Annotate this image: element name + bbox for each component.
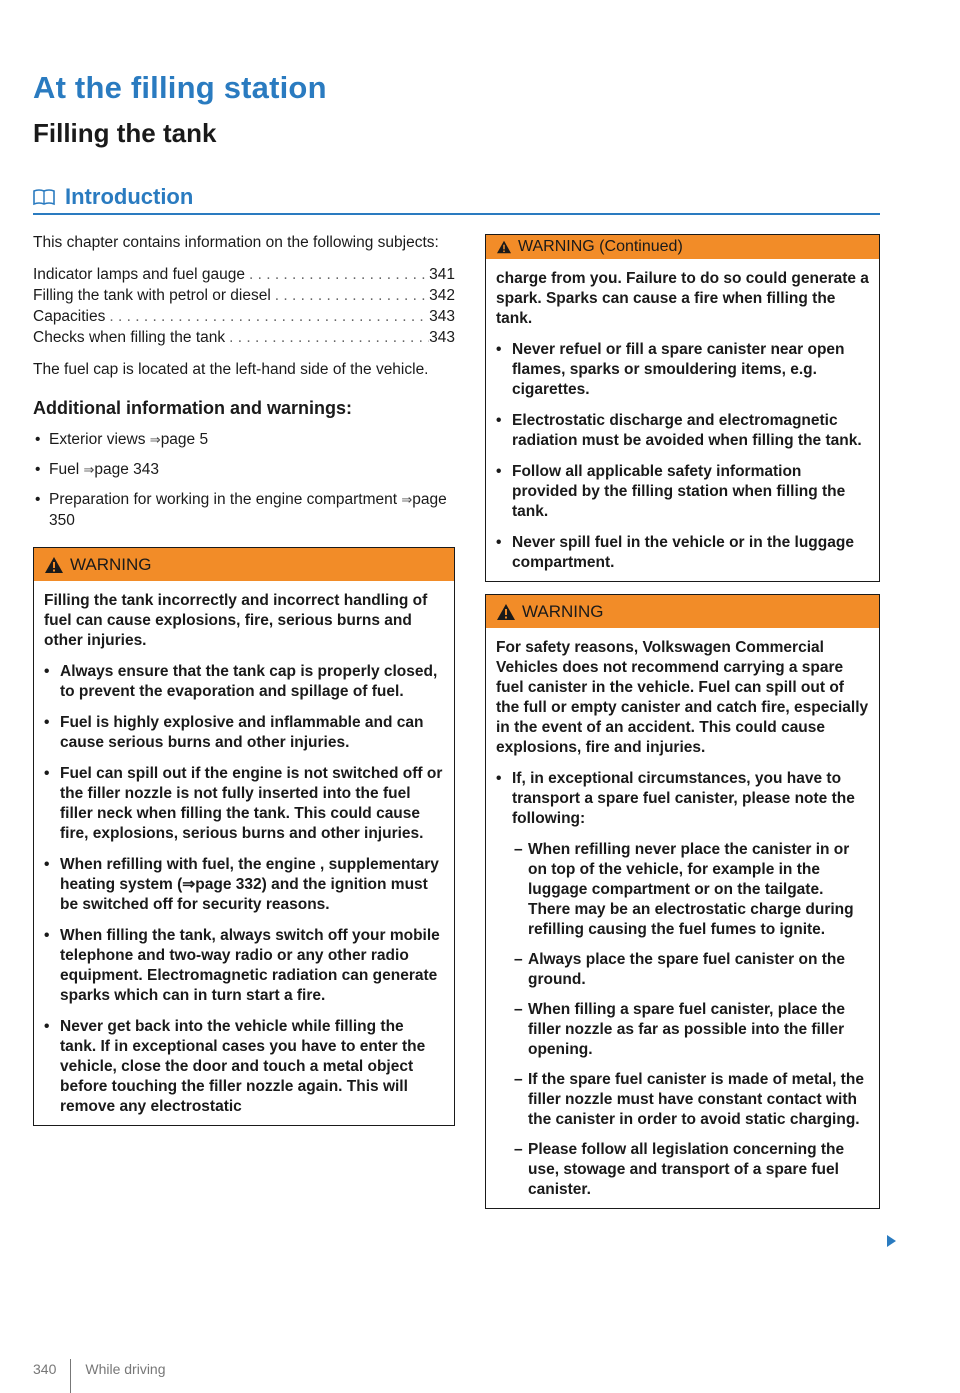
warning-bullet: • Never spill fuel in the vehicle or in the luggage compartment. [496, 534, 854, 571]
footer-divider [70, 1359, 71, 1393]
introduction-title: Introduction [65, 184, 194, 209]
toc-item[interactable] [33, 285, 455, 306]
warning-bullet: • Always ensure that the tank cap is properly closed, to prevent the evaporation and spillage of fuel. [44, 663, 438, 700]
warning-bullet: • If, in exceptional circumstances, you have to transport a spare fuel canister, please note the following: [496, 770, 855, 827]
warning-intro: charge from you. Failure to do so could generate a spark. Sparks can cause a fire when filling the tank. [496, 270, 869, 327]
page-number: 340 [33, 1361, 57, 1377]
dash-item: – When filling a spare fuel canister, place the filler nozzle as far as possible into the filler opening. [514, 1001, 845, 1058]
right-column [485, 232, 880, 1221]
toc-leader [225, 327, 429, 348]
toc-item-page: 343 [429, 308, 455, 325]
contents-list [33, 264, 455, 348]
warning-bullet: • Fuel is highly explosive and inflammable and can cause serious burns and other injuries. [44, 714, 424, 751]
dash-item: – Please follow all legislation concerning the use, stowage and transport of a spare fuel canister. [514, 1141, 845, 1198]
toc-leader [105, 306, 429, 327]
warning-label: WARNING [522, 601, 604, 621]
heading-divider [33, 213, 880, 215]
warning-triangle-icon [496, 240, 512, 254]
list-item-text: Preparation for working in the engine compartment [49, 491, 398, 508]
toc-item-label: Checks when filling the tank [33, 329, 226, 346]
toc-item-page: 343 [429, 329, 455, 346]
page-footer [33, 1347, 166, 1391]
page-ref-arrow-icon: ⇒ [83, 462, 95, 477]
toc-item-label: Filling the tank with petrol or diesel [33, 287, 271, 304]
warning-box [33, 547, 455, 1126]
warning-label: WARNING (Continued) [518, 238, 683, 255]
left-column [33, 232, 455, 1138]
toc-item-label: Indicator lamps and fuel gauge [33, 266, 245, 283]
fuel-cap-note: The fuel cap is located at the left-hand side of the vehicle. [33, 361, 429, 378]
warning-header [486, 235, 879, 259]
toc-item-page: 341 [429, 266, 455, 283]
introduction-heading [33, 184, 193, 210]
warning-label: WARNING [70, 554, 152, 574]
toc-leader [271, 285, 429, 306]
list-item: • Exterior views ⇒page 5 [35, 431, 209, 448]
list-item-text: Exterior views [49, 431, 146, 448]
dash-item: – If the spare fuel canister is made of metal, the filler nozzle must have constant contact with the canister in order to avoid static charging. [514, 1071, 864, 1128]
footer-section: While driving [85, 1361, 166, 1377]
intro-paragraph: This chapter contains information on the following subjects: [33, 234, 439, 251]
dash-item: – Always place the spare fuel canister on the ground. [514, 951, 846, 988]
warning-intro: Filling the tank incorrectly and incorrect handling of fuel can cause explosions, fire, serious burns and other injuries. [44, 592, 428, 649]
warning-bullet: • Never get back into the vehicle while filling the tank. If in exceptional cases you have to enter the vehicle, close the door and touch a metal object before touching the filler nozzle again. This will remove any electrostatic [44, 1018, 426, 1115]
warning-bullet: • Electrostatic discharge and electromagnetic radiation must be avoided when filling the tank. [496, 412, 862, 449]
dash-list [512, 840, 869, 1200]
toc-item[interactable] [33, 264, 455, 285]
warning-continued-box [485, 234, 880, 582]
warning-bullet: • Follow all applicable safety information provided by the filling station when filling the tank. [496, 463, 846, 520]
book-icon [33, 188, 55, 206]
toc-leader [245, 264, 429, 285]
list-item: • Preparation for working in the engine compartment ⇒page 350 [35, 491, 447, 529]
toc-item-page: 342 [429, 287, 455, 304]
warning-bullet: • Never refuel or fill a spare canister near open flames, sparks or smouldering items, e.g. cigarettes. [496, 341, 845, 398]
additional-info-heading: Additional information and warnings: [33, 398, 352, 418]
warning-bullet: • Fuel can spill out if the engine is not switched off or the filler nozzle is not fully inserted into the fuel filler neck when filling the tank. This could cause fire, explosions, serious burns and other injuries. [44, 765, 443, 842]
warning-triangle-icon [44, 556, 64, 574]
warning-box [485, 594, 880, 1209]
page-ref-link[interactable]: page 350 [49, 491, 447, 529]
page-ref-link[interactable]: page 343 [94, 461, 160, 478]
chapter-title: At the filling station [33, 70, 327, 105]
page-ref-arrow-icon: ⇒ [401, 492, 413, 507]
toc-item[interactable] [33, 327, 455, 348]
warning-intro: For safety reasons, Volkswagen Commercial Vehicles does not recommend carrying a spare fuel canister in the vehicle. Fuel can spill out of the full or empty canister and catch fire, especially in the event of an accident. This could cause explosions, fire and injuries. [496, 639, 869, 756]
warning-header [486, 595, 879, 628]
page-ref-link[interactable]: page 5 [160, 431, 209, 448]
warning-header [34, 548, 454, 581]
warning-bullet: • When filling the tank, always switch off your mobile telephone and two-way radio or any other radio equipment. Electromagnetic radiation can generate sparks which can in turn start a fire. [44, 927, 440, 1004]
continued-arrow-icon [887, 1235, 896, 1247]
list-item: • Fuel ⇒page 343 [35, 461, 160, 478]
section-title: Filling the tank [33, 118, 217, 148]
toc-item[interactable] [33, 306, 455, 327]
toc-item-label: Capacities [33, 308, 106, 325]
dash-item: – When refilling never place the canister in or on top of the vehicle, for example in the luggage compartment or on the tailgate. There may be an electrostatic charge during refilling causing the fuel fumes to ignite. [514, 841, 854, 938]
warning-bullet: • When refilling with fuel, the engine , supplementary heating system (⇒page 332) and the ignition must be switched off for security reasons. [44, 856, 439, 913]
list-item-text: Fuel [49, 461, 80, 478]
page-ref-arrow-icon: ⇒ [149, 432, 161, 447]
warning-triangle-icon [496, 603, 516, 621]
